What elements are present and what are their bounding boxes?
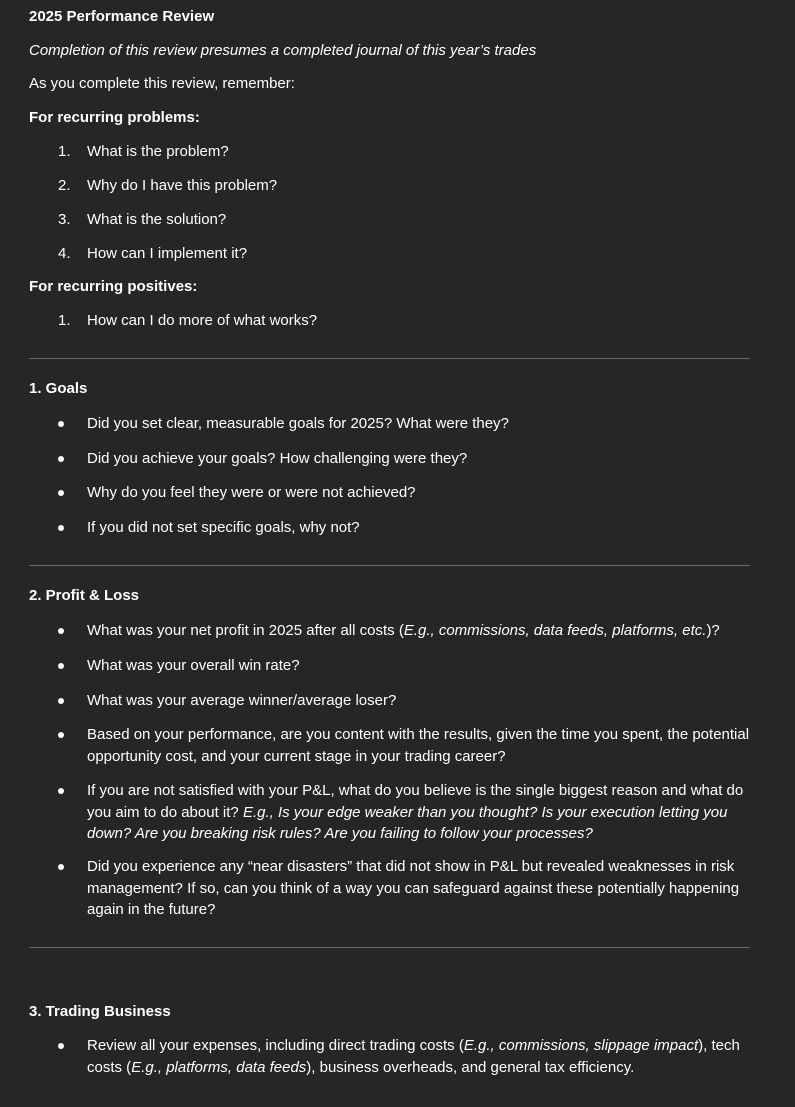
bullet-text: Did you achieve your goals? How challenging were they? <box>87 450 468 467</box>
list-item <box>29 243 750 265</box>
bullet-text: If you did not set specific goals, why not? <box>87 519 360 536</box>
list-item <box>29 175 750 197</box>
document-subtitle: Completion of this review presumes a completed journal of this year’s trades <box>29 42 537 59</box>
bullet-icon <box>58 525 64 531</box>
list-item <box>29 209 750 231</box>
bullet-item <box>29 780 750 845</box>
list-number: 3. <box>58 211 71 228</box>
bullet-item <box>29 690 750 712</box>
bullet-item <box>29 517 750 539</box>
bullet-icon <box>58 663 64 669</box>
bullet-text: Did you set clear, measurable goals for 2025? What were they? <box>87 415 509 432</box>
bullet-icon <box>58 788 64 794</box>
positives-heading: For recurring positives: <box>29 278 198 295</box>
bullet-icon <box>58 1043 64 1049</box>
list-item-text: What is the problem? <box>87 143 229 160</box>
problems-heading: For recurring problems: <box>29 109 200 126</box>
business-heading: 3. Trading Business <box>29 1003 171 1020</box>
bullet-icon <box>58 421 64 427</box>
bullet-text: If you are not satisfied with your P&L, what do you believe is the single biggest reason and what do you aim to do about it? E.g., Is your edge weaker than you thought? Is your execution letting you down? Are you breaking risk rules? Are you failing to follow your processes? <box>87 782 744 842</box>
bullet-text: Based on your performance, are you content with the results, given the time you spent, the potential opportunity cost, and your current stage in your trading career? <box>87 726 750 765</box>
bullet-item <box>29 1035 750 1078</box>
section-divider <box>29 358 750 359</box>
bullet-text: What was your net profit in 2025 after all costs (E.g., commissions, data feeds, platforms, etc.)? <box>87 622 720 639</box>
bullet-text: Did you experience any “near disasters” that did not show in P&L but revealed weaknesses in risk management? If so, can you think of a way you can safeguard against these potentially happening again in the future? <box>87 858 740 918</box>
bullet-icon <box>58 628 64 634</box>
list-item <box>29 141 750 163</box>
list-item-text: What is the solution? <box>87 211 227 228</box>
list-item-text: How can I implement it? <box>87 245 248 262</box>
bullet-icon <box>58 864 64 870</box>
list-number: 1. <box>58 143 71 160</box>
bullet-icon <box>58 732 64 738</box>
bullet-item <box>29 655 750 677</box>
list-number: 1. <box>58 312 71 329</box>
bullet-item <box>29 482 750 504</box>
bullet-item <box>29 856 750 921</box>
bullet-icon <box>58 698 64 704</box>
list-item-text: How can I do more of what works? <box>87 312 318 329</box>
document-title: 2025 Performance Review <box>29 8 215 25</box>
goals-heading: 1. Goals <box>29 380 88 397</box>
bullet-text: What was your overall win rate? <box>87 657 300 674</box>
list-number: 2. <box>58 177 71 194</box>
list-item <box>29 310 750 332</box>
reminder-text: As you complete this review, remember: <box>29 75 295 92</box>
section-divider <box>29 947 750 948</box>
pnl-heading: 2. Profit & Loss <box>29 587 140 604</box>
section-divider <box>29 565 750 566</box>
bullet-item <box>29 724 750 767</box>
bullet-item <box>29 413 750 435</box>
bullet-item <box>29 620 750 642</box>
bullet-item <box>29 448 750 470</box>
bullet-icon <box>58 490 64 496</box>
bullet-text: What was your average winner/average loser? <box>87 692 397 709</box>
bullet-icon <box>58 456 64 462</box>
bullet-text: Why do you feel they were or were not achieved? <box>87 484 416 501</box>
bullet-text: Review all your expenses, including direct trading costs (E.g., commissions, slippage impact), tech costs (E.g., platforms, data feeds), business overheads, and general tax efficiency. <box>87 1037 740 1076</box>
list-number: 4. <box>58 245 71 262</box>
list-item-text: Why do I have this problem? <box>87 177 278 194</box>
